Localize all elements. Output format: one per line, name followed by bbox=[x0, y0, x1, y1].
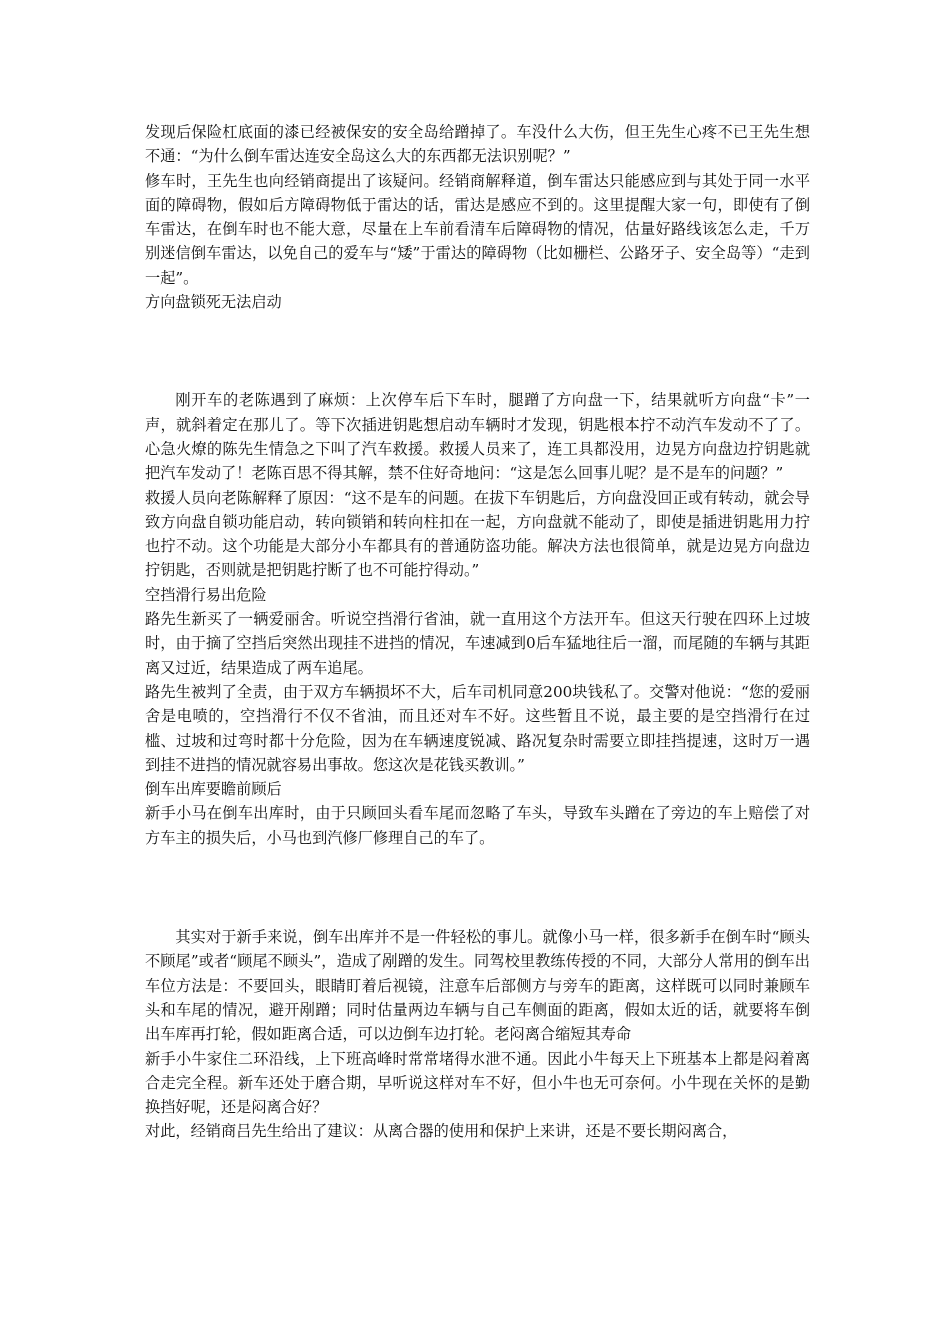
paragraph-steering-lock-explanation: 救援人员向老陈解释了原因：“这不是车的问题。在拔下车钥匙后，方向盘没回正或有转动，就会导致方向盘自锁功能启动，转向锁销和转向柱扣在一起，方向盘就不能动了，即使是插进钥匙用力拧也拧不动。这个功能是大部分小车都具有的普通防盗功能。解决方法也很简单，就是边晃方向盘边拧钥匙，否则就是把钥匙拧断了也不可能拧得动。” bbox=[145, 488, 810, 580]
paragraph-reversing-story: 新手小马在倒车出库时，由于只顾回头看车尾而忽略了车头，导致车头蹭在了旁边的车上赔偿了对方车主的损失后，小马也到汽修厂修理自己的车了。 bbox=[145, 804, 810, 847]
heading-steering-lock: 方向盘锁死无法启动 bbox=[145, 293, 282, 312]
paragraph-reversing-advice: 其实对于新手来说，倒车出库并不是一件轻松的事儿。就像小马一样，很多新手在倒车时“顾头不顾尾”或者“顾尾不顾头”，造成了剐蹭的发生。同驾校里教练传授的不同，大部分人常用的倒车出车位方法是：不要回头，眼睛盯着后视镜，注意车后部侧方与旁车的距离，这样既可以同时兼顾车头和车尾的情况，避开剐蹭；同时估量两边车辆与自己车侧面的距离，假如太近的话，就要将车倒出车库再打轮，假如距离合适，可以边倒车边打轮。老闷离合缩短其寿命 bbox=[145, 928, 810, 1044]
paragraph-steering-lock-story: 刚开车的老陈遇到了麻烦：上次停车后下车时，腿蹭了方向盘一下，结果就听方向盘“卡”一声，就斜着定在那儿了。等下次插进钥匙想启动车辆时才发现，钥匙根本拧不动汽车发动不了了。心急火燎的陈先生情急之下叫了汽车救援。救援人员来了，连工具都没用，边晃方向盘边拧钥匙就把汽车发动了！老陈百思不得其解，禁不住好奇地问：“这是怎么回事儿呢？是不是车的问题？” bbox=[145, 391, 810, 483]
document-page bbox=[145, 120, 810, 1144]
paragraph-clutch-story: 新手小牛家住二环沿线，上下班高峰时常常堵得水泄不通。因此小牛每天上下班基本上都是闷着离合走完全程。新车还处于磨合期，早听说这样对车不好，但小牛也无可奈何。小牛现在关怀的是勤换挡好呢，还是闷离合好？ bbox=[145, 1049, 810, 1117]
paragraph-radar-intro: 发现后保险杠底面的漆已经被保安的安全岛给蹭掉了。车没什么大伤，但王先生心疼不已王先生想不通：“为什么倒车雷达连安全岛这么大的东西都无法识别呢？” bbox=[145, 123, 810, 166]
paragraph-neutral-coasting-explanation: 路先生被判了全责，由于双方车辆损坏不大，后车司机同意200块钱私了。交警对他说：“您的爱丽舍是电喷的，空挡滑行不仅不省油，而且还对车不好。这些暂且不说，最主要的是空挡滑行在过槛、过坡和过弯时都十分危险，因为在车辆速度锐减、路况复杂时需要立即挂挡提速，这时万一遇到挂不进挡的情况就容易出事故。您这次是花钱买教训。” bbox=[145, 682, 810, 774]
heading-reversing: 倒车出库要瞻前顾后 bbox=[145, 780, 282, 799]
blank-space bbox=[145, 850, 810, 925]
paragraph-clutch-advice: 对此，经销商吕先生给出了建议：从离合器的使用和保护上来讲，还是不要长期闷离合， bbox=[145, 1122, 738, 1141]
heading-neutral-coasting: 空挡滑行易出危险 bbox=[145, 585, 267, 604]
paragraph-radar-explanation: 修车时，王先生也向经销商提出了该疑问。经销商解释道，倒车雷达只能感应到与其处于同一水平面的障碍物，假如后方障碍物低于雷达的话，雷达是感应不到的。这里提醒大家一句，即使有了倒车雷达，在倒车时也不能大意，尽量在上车前看清车后障碍物的情况，估量好路线该怎么走，千万别迷信倒车雷达，以免自己的爱车与“矮”于雷达的障碍物（比如栅栏、公路牙子、安全岛等）“走到一起”。 bbox=[145, 171, 810, 287]
paragraph-neutral-coasting-story: 路先生新买了一辆爱丽舍。听说空挡滑行省油，就一直用这个方法开车。但这天行驶在四环上过坡时，由于摘了空挡后突然出现挂不进挡的情况，车速减到0后车猛地往后一溜，而尾随的车辆与其距离又过近，结果造成了两车追尾。 bbox=[145, 610, 810, 677]
blank-space bbox=[145, 314, 810, 388]
